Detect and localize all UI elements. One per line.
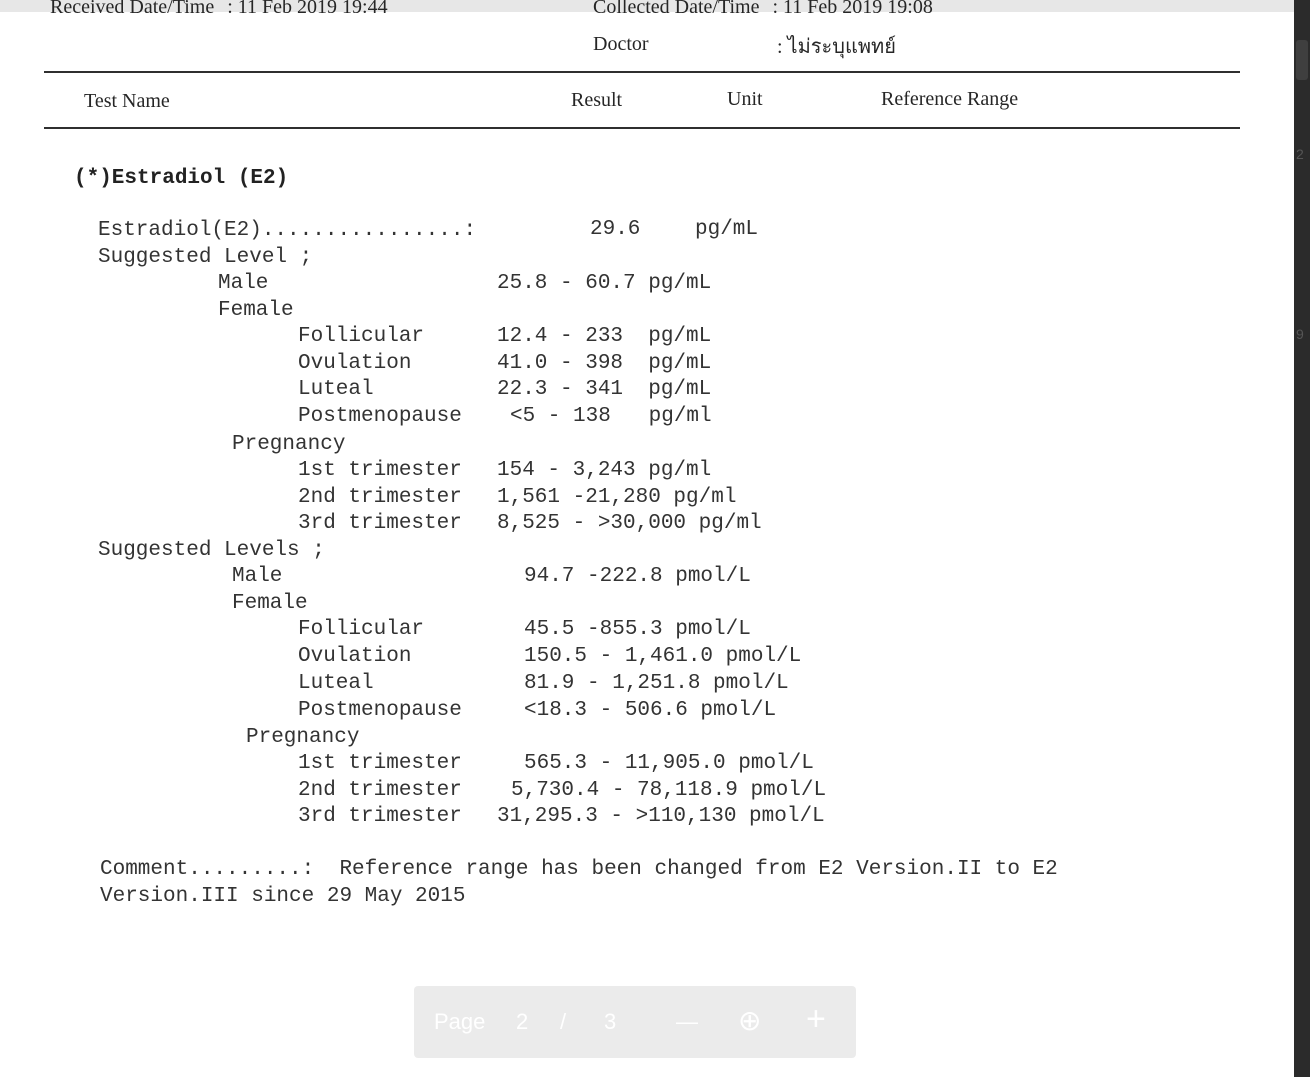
pmol-male-range: 94.7 -222.8 pmol/L <box>524 565 751 588</box>
pmol-female-row-range: <18.3 - 506.6 pmol/L <box>524 699 777 722</box>
collected-value-text: : 11 Feb 2019 19:08 <box>772 0 933 18</box>
total-pages: 3 <box>604 1009 617 1034</box>
received-value-text: : 11 Feb 2019 19:44 <box>227 0 388 18</box>
pmol-pregnancy-label: Pregnancy <box>246 726 360 749</box>
pg-female-row-label: Follicular <box>298 325 425 348</box>
column-reference-range: Reference Range <box>881 88 1019 110</box>
comment-line-1: Comment.........: Reference range has been changed from E2 Version.II to E2 <box>100 858 1058 881</box>
pg-pregnancy-row-range: 154 - 3,243 pg/ml <box>497 459 712 482</box>
collected-date-label <box>593 0 933 19</box>
zoom-out-icon[interactable]: — <box>676 1009 698 1034</box>
header-bottom-rule <box>44 127 1240 129</box>
pmol-female-row-label: Luteal <box>298 672 374 695</box>
pg-female-row-label: Ovulation <box>298 352 412 375</box>
result-unit: pg/mL <box>695 218 759 241</box>
header-top-rule <box>44 71 1240 73</box>
section-title: (*)Estradiol (E2) <box>74 167 289 190</box>
page-separator: / <box>560 1009 567 1034</box>
pdf-viewer-toolbar <box>414 986 856 1058</box>
pmol-pregnancy-row-range: 565.3 - 11,905.0 pmol/L <box>524 752 814 775</box>
pmol-male-label: Male <box>232 565 283 588</box>
current-page-input[interactable]: 2 <box>516 1009 529 1034</box>
pmol-pregnancy-row-label: 3rd trimester <box>298 805 462 828</box>
pg-pregnancy-row-range: 1,561 -21,280 pg/ml <box>497 486 737 509</box>
received-date-label <box>50 0 388 19</box>
pg-female-row-label: Postmenopause <box>298 405 462 428</box>
pg-female-row-range: <5 - 138 pg/ml <box>510 405 712 428</box>
pg-female-row-label: Luteal <box>298 378 374 401</box>
column-unit: Unit <box>727 88 763 110</box>
pg-pregnancy-label: Pregnancy <box>232 433 346 456</box>
scrollbar-thumb[interactable] <box>1296 40 1308 80</box>
pg-female-row-range: 41.0 - 398 pg/mL <box>497 352 712 375</box>
collected-label-text: Collected Date/Time <box>593 0 760 18</box>
result-value: 29.6 <box>590 218 641 241</box>
pmol-female-row-label: Ovulation <box>298 645 412 668</box>
pg-pregnancy-row-label: 1st trimester <box>298 459 462 482</box>
pg-pregnancy-row-label: 3rd trimester <box>298 512 462 535</box>
doctor-value: : ไม่ระบุแพทย์ <box>777 36 896 58</box>
comment-line-2: Version.III since 29 May 2015 <box>100 885 466 908</box>
zoom-icon[interactable]: ⊕ <box>738 1005 762 1036</box>
received-label-text: Received Date/Time <box>50 0 215 18</box>
pmol-female-row-range: 81.9 - 1,251.8 pmol/L <box>524 672 789 695</box>
edge-mark: 2 <box>1296 146 1304 162</box>
page-label: Page <box>434 1009 486 1034</box>
pg-pregnancy-row-range: 8,525 - >30,000 pg/ml <box>497 512 762 535</box>
doctor-label: Doctor <box>593 33 649 55</box>
pg-female-label: Female <box>218 299 294 322</box>
pmol-female-row-label: Follicular <box>298 618 425 641</box>
pmol-female-row-range: 150.5 - 1,461.0 pmol/L <box>524 645 802 668</box>
zoom-in-icon[interactable]: + <box>806 1000 826 1038</box>
pg-male-range: 25.8 - 60.7 pg/mL <box>497 272 712 295</box>
suggested-level-heading: Suggested Level ; <box>98 246 313 269</box>
suggested-levels-heading: Suggested Levels ; <box>98 539 325 562</box>
pmol-pregnancy-row-label: 1st trimester <box>298 752 462 775</box>
column-test-name: Test Name <box>84 90 170 112</box>
pg-female-row-range: 22.3 - 341 pg/mL <box>497 378 712 401</box>
pmol-pregnancy-row-label: 2nd trimester <box>298 779 462 802</box>
pmol-pregnancy-row-range: 31,295.3 - >110,130 pmol/L <box>497 805 825 828</box>
column-result: Result <box>571 89 623 111</box>
pg-pregnancy-row-label: 2nd trimester <box>298 486 462 509</box>
pmol-female-label: Female <box>232 592 308 615</box>
pmol-pregnancy-row-range: 5,730.4 - 78,118.9 pmol/L <box>511 779 827 802</box>
result-label: Estradiol(E2)................: <box>98 219 477 242</box>
edge-mark: 9 <box>1296 326 1304 342</box>
pmol-female-row-range: 45.5 -855.3 pmol/L <box>524 618 751 641</box>
pmol-female-row-label: Postmenopause <box>298 699 462 722</box>
pg-female-row-range: 12.4 - 233 pg/mL <box>497 325 712 348</box>
pg-male-label: Male <box>218 272 269 295</box>
